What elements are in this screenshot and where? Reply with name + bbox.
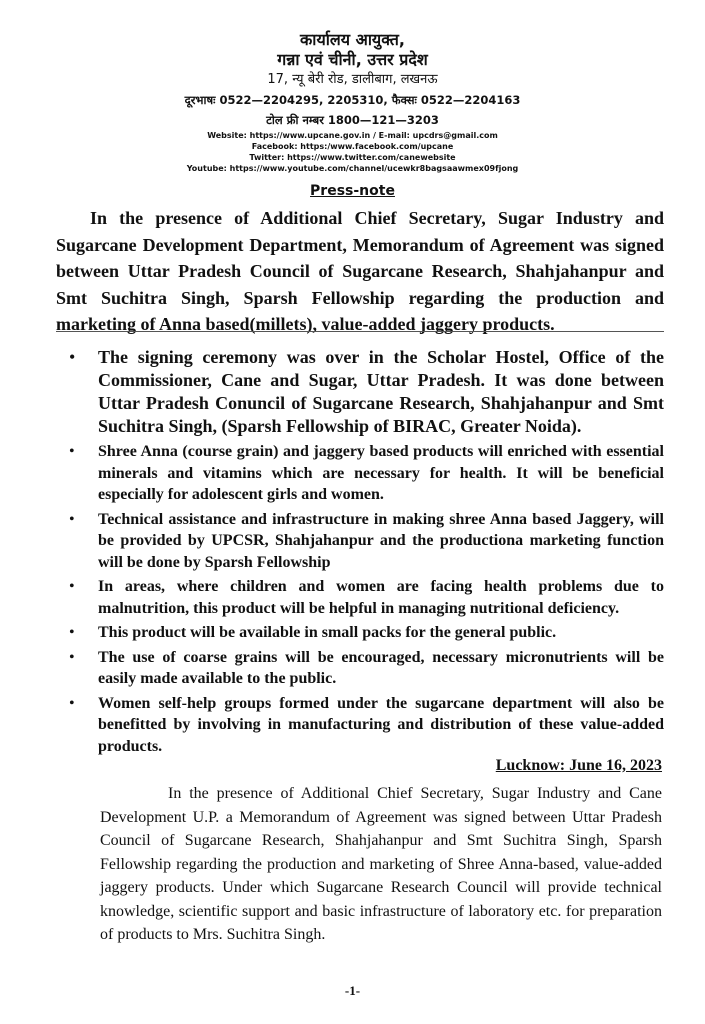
bullet-text: Shree Anna (course grain) and jaggery based products will enriched with essential minerals and vitamins which are necessary for health. It will be beneficial especially for adolescent girls and women. xyxy=(98,443,664,503)
office-name-line2: गन्ना एवं चीनी, उत्तर प्रदेश xyxy=(277,50,428,69)
bullet-text: Women self-help groups formed under the sugarcane department will also be benefitted by involving in manufacturing and distribution of these value-added products. xyxy=(98,694,664,755)
bullet-dot: • xyxy=(69,443,75,460)
bullet-item xyxy=(56,346,664,438)
bullet-item xyxy=(56,576,664,619)
letterhead xyxy=(0,30,705,174)
website-email-line: Website: https://www.upcane.gov.in / E-mail: upcdrs@gmail.com xyxy=(207,131,498,140)
bullet-dot: • xyxy=(69,624,75,641)
bullet-text: The signing ceremony was over in the Scholar Hostel, Office of the Commissioner, Cane and Sugar, Uttar Pradesh. It was done between Uttar Pradesh Conuncil of Sugarcane Research, Shahjahanpur and Smt Suchitra Singh, (Sparsh Fellowship of BIRAC, Greater Noida). xyxy=(98,347,664,436)
bullet-text: Technical assistance and infrastructure in making shree Anna based Jaggery, will be provided by UPCSR, Shahjahanpur and the productiona marketing function will be done by Sparsh Fellowship xyxy=(98,510,664,571)
page-number: -1- xyxy=(344,983,361,998)
office-phone: दूरभाषः 0522—2204295, 2205310, फैक्सः 0522—2204163 xyxy=(184,93,521,107)
body-paragraph: In the presence of Additional Chief Secretary, Sugar Industry and Cane Development U.P. a Memorandum of Agreement was signed between Uttar Pradesh Council of Sugarcane Research, Shahjahanpur and Smt Suchitra Singh, Sparsh Fellowship regarding the production and marketing of Shree Anna-based, value-added jaggery products. Under which Sugarcane Research Council will provide technical knowledge, scientific support and basic infrastructure of laboratory etc. for preparation of products to Mrs. Suchitra Singh. xyxy=(100,785,662,943)
dateline: Lucknow: June 16, 2023 xyxy=(495,757,662,774)
bullet-dot: • xyxy=(69,648,75,666)
facebook-line: Facebook: https:/www.facebook.com/upcane xyxy=(251,142,454,151)
bullet-item xyxy=(56,509,664,574)
bullet-item xyxy=(56,441,664,506)
divider-rule xyxy=(56,331,664,332)
office-address: 17, न्यू बेरी रोड, डालीबाग, लखनऊ xyxy=(267,72,438,87)
twitter-line: Twitter: https://www.twitter.com/canewebsite xyxy=(249,153,456,162)
youtube-line: Youtube: https://www.youtube.com/channel/ucewkr8bagsaawmex09fjong xyxy=(186,164,519,173)
bullet-dot: • xyxy=(69,510,75,528)
press-note-title: Press-note xyxy=(310,183,395,199)
bullet-item xyxy=(56,693,664,758)
bullet-item xyxy=(56,647,664,690)
toll-free-number: टोल फ्री नम्बर 1800—121—3203 xyxy=(266,113,439,127)
bullet-text: The use of coarse grains will be encouraged, necessary micronutrients will be easily made available to the public. xyxy=(98,648,664,687)
office-name-line1: कार्यालय आयुक्त, xyxy=(300,30,405,49)
intro-paragraph: In the presence of Additional Chief Secretary, Sugar Industry and Sugarcane Development Department, Memorandum of Agreement was signed between Uttar Pradesh Council of Sugarcane Research, Shahjahanpur and Smt Suchitra Singh, Sparsh Fellowship regarding the production and marketing of Anna based(millets), value-added jaggery products. xyxy=(56,208,664,334)
bullet-text: In areas, where children and women are facing health problems due to malnutrition, this product will be helpful in managing nutritional deficiency. xyxy=(98,578,664,617)
bullet-dot: • xyxy=(69,694,75,712)
bullet-text: This product will be available in small packs for the general public. xyxy=(98,624,557,641)
bullet-dot: • xyxy=(69,578,75,595)
bullet-dot: • xyxy=(69,347,76,367)
bullet-list xyxy=(56,346,664,760)
bullet-item xyxy=(56,622,664,644)
